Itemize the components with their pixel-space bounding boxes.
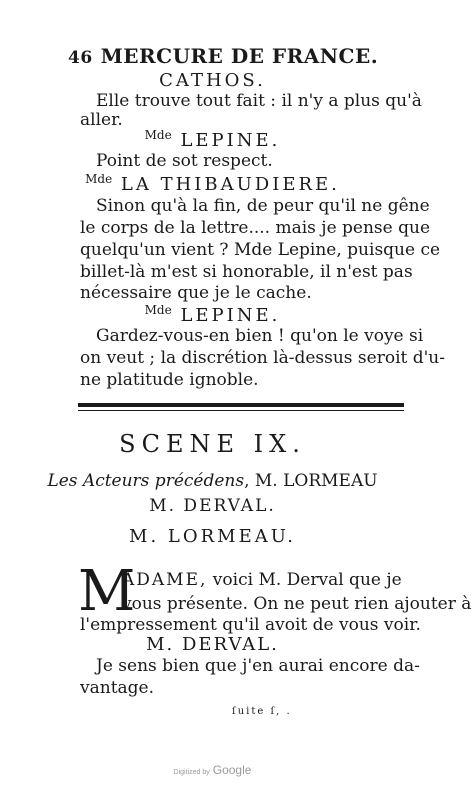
speaker-name: LA THIBAUDIERE. bbox=[120, 174, 340, 195]
watermark-brand: Google bbox=[212, 763, 252, 777]
speaker-prefix: Mde bbox=[144, 128, 172, 142]
catchword-ornament: ſuite ſ, . bbox=[232, 706, 292, 717]
speaker-la-thibaudiere bbox=[0, 172, 425, 195]
cast-list bbox=[0, 471, 425, 491]
speaker-derval: M. DERVAL. bbox=[146, 634, 279, 655]
cast-rest: , M. LORMEAU bbox=[244, 471, 378, 491]
text-line: Gardez-vous-en bien ! qu'on le voye si bbox=[96, 326, 424, 346]
cast-list-line: M. DERVAL. bbox=[149, 496, 276, 516]
text-line: vous présente. On ne peut rien ajouter à bbox=[122, 594, 471, 614]
text-line: aller. bbox=[80, 110, 123, 130]
drop-cap: M bbox=[78, 559, 136, 624]
page-number: 46 bbox=[68, 48, 93, 68]
speaker-lormeau: M. LORMEAU. bbox=[129, 526, 296, 547]
text-line: vantage. bbox=[80, 678, 155, 698]
text-line bbox=[122, 570, 402, 590]
text-line: Point de sot respect. bbox=[96, 151, 273, 171]
running-title: MERCURE DE FRANCE. bbox=[100, 44, 379, 68]
running-head bbox=[68, 44, 378, 68]
text-line: nécessaire que je le cache. bbox=[80, 283, 312, 303]
text-line: ne platitude ignoble. bbox=[80, 370, 259, 390]
text-line: Elle trouve tout fait : il n'y a plus qu'à bbox=[96, 91, 422, 111]
watermark-small: Digitized by bbox=[173, 769, 210, 776]
text-line: Je sens bien que j'en aurai encore da- bbox=[96, 656, 420, 676]
digitization-watermark bbox=[0, 763, 425, 777]
text-run: voici M. Derval que je bbox=[207, 570, 402, 590]
speaker-cathos: CATHOS. bbox=[159, 70, 266, 91]
speaker-name: LEPINE. bbox=[180, 305, 281, 326]
cast-italic: Les Acteurs précédens bbox=[47, 471, 245, 491]
scene-heading: SCENE IX. bbox=[119, 430, 306, 458]
text-line: quelqu'un vient ? Mde Lepine, puisque ce bbox=[80, 240, 441, 260]
text-line: Sinon qu'à la fin, de peur qu'il ne gêne bbox=[96, 196, 430, 216]
text-line: le corps de la lettre.... mais je pense que bbox=[80, 218, 431, 238]
speaker-lepine bbox=[0, 303, 425, 326]
small-caps-word: ADAME, bbox=[122, 570, 208, 590]
speaker-lepine bbox=[0, 128, 425, 151]
text-line: on veut ; la discrétion là-dessus seroit d'u- bbox=[80, 348, 446, 368]
speaker-name: LEPINE. bbox=[180, 130, 281, 151]
speaker-prefix: Mde bbox=[85, 172, 113, 186]
speaker-prefix: Mde bbox=[144, 303, 172, 317]
section-rule-thick bbox=[78, 403, 404, 407]
section-rule-thin bbox=[78, 410, 404, 411]
text-line: l'empressement qu'il avoit de vous voir. bbox=[80, 615, 421, 635]
text-line: billet-là m'est si honorable, il n'est pas bbox=[80, 262, 413, 282]
